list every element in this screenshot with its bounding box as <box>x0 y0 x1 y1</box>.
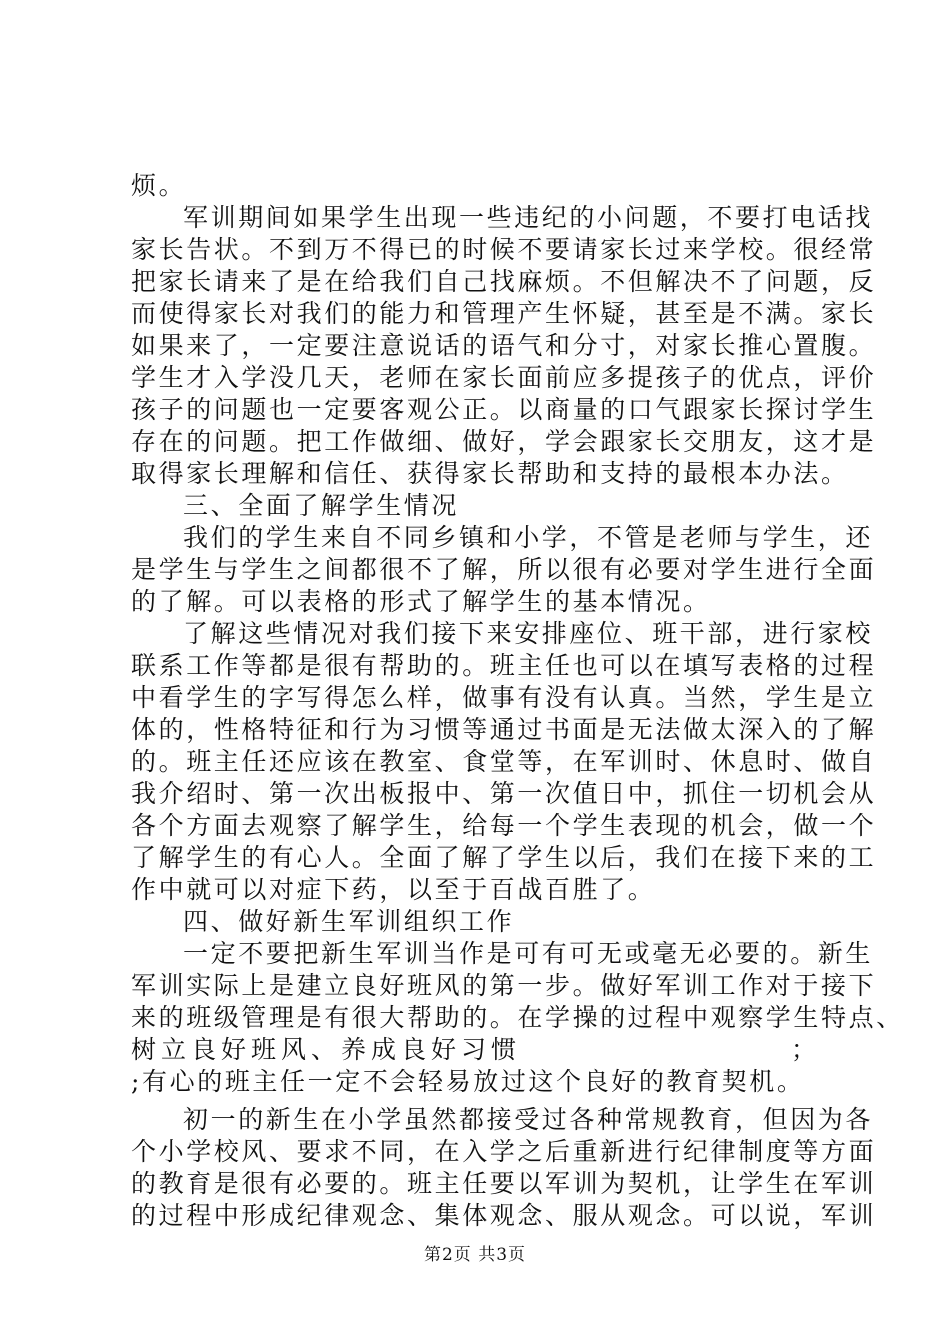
paragraph-start: 军训期间如果学生出现一些违纪的小问题，不要打电话找 <box>183 203 874 232</box>
text-fragment: 树立良好班风、养成良好习惯 <box>131 1035 522 1064</box>
text-line: 存在的问题。把工作做细、做好，学会跟家长交朋友，这才是 <box>131 427 877 456</box>
text-line: 是学生与学生之间都很不了解，所以很有必要对学生进行全面 <box>131 555 877 584</box>
text-line: 军训实际上是建立良好班风的第一步。做好军训工作对于接下 <box>131 971 877 1000</box>
text-line: 体的，性格特征和行为习惯等通过书面是无法做太深入的了解 <box>131 715 877 744</box>
page-footer: 第2页 共3页 <box>423 1245 527 1265</box>
text-line: 的。班主任还应该在教室、食堂等，在军训时、休息时、做自 <box>131 747 877 776</box>
paragraph-start: 我们的学生来自不同乡镇和小学，不管是老师与学生，还 <box>183 523 874 552</box>
text-line: 作中就可以对症下药，以至于百战百胜了。 <box>131 875 656 904</box>
text-line: 联系工作等都是很有帮助的。班主任也可以在填写表格的过程 <box>131 651 877 680</box>
text-line: 孩子的问题也一定要客观公正。以商量的口气跟家长探讨学生 <box>131 395 877 424</box>
text-line: 各个方面去观察了解学生，给每一个学生表现的机会，做一个 <box>131 811 877 840</box>
text-line: 烦。 <box>131 171 187 200</box>
paragraph-start: 初一的新生在小学虽然都接受过各种常规教育，但因为各 <box>183 1105 874 1134</box>
text-line: 如果来了，一定要注意说话的语气和分寸，对家长推心置腹。 <box>131 331 877 360</box>
text-line: 个小学校风、要求不同，在入学之后重新进行纪律制度等方面 <box>131 1137 877 1166</box>
text-line: 把家长请来了是在给我们自己找麻烦。不但解决不了问题，反 <box>131 267 877 296</box>
text-line: 而使得家长对我们的能力和管理产生怀疑，甚至是不满。家长 <box>131 299 877 328</box>
text-line: 学生才入学没几天，老师在家长面前应多提孩子的优点，评价 <box>131 363 877 392</box>
text-line: 来的班级管理是有很大帮助的。在学操的过程中观察学生特点、 <box>131 1003 904 1032</box>
text-line: 的了解。可以表格的形式了解学生的基本情况。 <box>131 587 711 616</box>
text-line: 取得家长理解和信任、获得家长帮助和支持的最根本办法。 <box>131 459 849 488</box>
text-fragment: ； <box>790 1035 821 1064</box>
paragraph-start: 了解这些情况对我们接下来安排座位、班干部，进行家校 <box>183 619 874 648</box>
section-heading: 四、做好新生军训组织工作 <box>183 907 515 936</box>
text-line: 了解学生的有心人。全面了解了学生以后，我们在接下来的工 <box>131 843 877 872</box>
justified-text-line <box>131 1034 821 1066</box>
document-body <box>131 170 904 1232</box>
text-line: 的教育是很有必要的。班主任要以军训为契机，让学生在军训 <box>131 1169 877 1198</box>
section-heading: 三、全面了解学生情况 <box>183 491 460 520</box>
text-line: 中看学生的字写得怎么样，做事有没有认真。当然，学生是立 <box>131 683 877 712</box>
text-line: ;有心的班主任一定不会轻易放过这个良好的教育契机。 <box>131 1067 805 1096</box>
text-line: 的过程中形成纪律观念、集体观念、服从观念。可以说，军训 <box>131 1201 877 1230</box>
text-line: 我介绍时、第一次出板报中、第一次值日中，抓住一切机会从 <box>131 779 877 808</box>
paragraph-start: 一定不要把新生军训当作是可有可无或毫无必要的。新生 <box>183 939 874 968</box>
text-line: 家长告状。不到万不得已的时候不要请家长过来学校。很经常 <box>131 235 877 264</box>
